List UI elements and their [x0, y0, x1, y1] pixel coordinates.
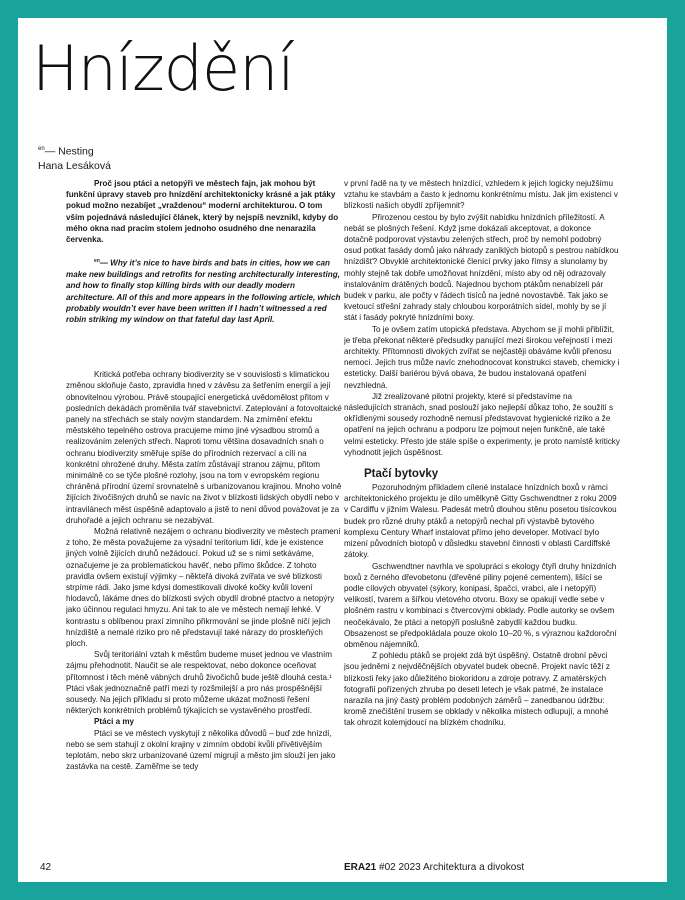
en-language-mark: en [94, 258, 100, 265]
author-name: Hana Lesáková [38, 159, 111, 172]
body-paragraph: Ptáci se ve městech vyskytují z několika důvodů – buď zde hnízdí, nebo se sem stahují z okolní krajiny v zimním období kvůli přívětivějším teplotám, nebo skrz urbanizované území migrují a město jim slouží jen jako zastávka na cestě. Zaměřme se tedy [66, 728, 336, 772]
body-paragraph: Svůj teritoriální vztah k městům budeme muset jednou ve vlastním zájmu přehodnotit. Naučit se ale respektovat, nebo dokonce oceňovat přítomnost i těch méně vábných druhů živočichů bude ještě dlouhá cesta.¹ Ptáci však jednoznačně patří mezi ty rozšmilejší a pro nás prospěšnější sousedy. Na jejich příkladu si proto můžeme ukázat možnosti řešení některých konkrétních problémů týkajících se vystavěného prostředí. [66, 650, 332, 716]
spacer [66, 325, 342, 369]
en-language-mark: en [38, 146, 45, 152]
english-lead-text: — Why it’s nice to have birds and bats in cities, how we can make new buildings and retrofits for nesting architecturally interesting, and how to finally stop killing birds with our deadly modern architecture. All of this and more appears in the following article, which probably wouldn’t ever have been written if I hadn’t witnessed a red robin striking my window on that fateful day last April. [66, 258, 341, 324]
left-column [66, 178, 342, 772]
magazine-brand: ERA21 [344, 862, 377, 873]
page-number: 42 [40, 862, 52, 873]
byline [38, 142, 111, 173]
section-heading: Ptačí bytovky [364, 468, 439, 481]
lead-paragraph: Proč jsou ptáci a netopýři ve městech fajn, jak mohou být funkční úpravy staveb pro hnízdění architektonicky krásné a jak ptáky pokud možno nezabíjet „vraždenou“ moderní architekturou. O tom vším pojednává následující článek, který by nejspíš nevznikl, kdyby do mého okna nad pracím stolem jednoho osudného dne nenarazila červenka. [66, 179, 339, 245]
article-title: Hnízdění [32, 32, 294, 105]
english-lead-paragraph [66, 256, 342, 325]
body-paragraph: Přirozenou cestou by bylo zvýšit nabídku hnízdních příležitostí. A nebát se plošných řešení. Když jsme dokázali akceptovat, a dokonce dotačně podporovat výstavbu zelených střech, proč by nemohl podobný osud potkat fasády domů jako náhrady zaniklých biotopů s pestrou nabídkou hnízdišť? Obvyklé architektonické členící prvky jako římsy a slunolamy by mohly stejně tak dobře umožňovat hnízdění, místo aby od něj odrazovaly instalováním drátěných bodců. Najednou bychom ptákům nenabízeli pár budek v parku, ale počty v řádech tisíců na jedné novostavbě. Tak jako se kvetoucí střešní zahrady staly chloubou korporátních sídel, mohly by se jí stát i fasády pokryté hnízdními boxy. [344, 212, 619, 323]
body-paragraph: Kritická potřeba ochrany biodiverzity se v souvislosti s klimatickou změnou skloňuje často, zpravidla hned v závěsu za šetřením energií a její obnovitelnou výrobou. Právě stoupající energetická uvědomělost přitom v posledních dekádách proměnila tvář stavebnictví. Zateplování a fotovoltaické panely na střechách se staly novým standardem. Na zmírnění efektu městského tepelného ostrova pracujeme mimo jiné výsadbou stromů a realizováním zelených střech. Naproti tomu většina dosavadních snah o ochranu biodiverzity směřuje spíše do přírodních rezervací a cílí na konkrétní ohrožené druhy. Města zatím zůstávají stranou zájmu, přitom minimálně co se týče plošné rozlohy, jsou na tom v evropském regionu chráněná přírodní území srovnatelně s urbanizovanou krajinou. Mnoho volně žijících živočišných druhů se navíc na život v blízkosti lidských obydlí nebo v intravilánech měst úspěšně adaptovalo a jistě to není důvod považovat je za druhořadé a jejich ochranu se nezabývat. [66, 370, 342, 525]
body-paragraph: To je ovšem zatím utopická představa. Abychom se jí mohli přiblížit, je třeba překonat některé předsudky panující mezi širokou veřejností i mezi architekty. Přítomnosti divokých zvířat se nejčastěji obáváme kvůli přenosu nemocí. Jejich trus může navíc znehodnocovat konstrukci staveb, chemicky i esteticky. Další bariérou bývá obava, že budou instalovaná opatření nevzhledná. [344, 324, 620, 390]
english-title-text: — Nesting [44, 145, 94, 158]
running-footer [344, 862, 524, 873]
body-paragraph: v první řadě na ty ve městech hnízdící, vzhledem k jejich logicky nejužšímu vztahu ke stavbám a často k jednomu konkrétnímu místu. Jak jim existenci v blízkosti našich obydlí zpříjemnit? [344, 179, 618, 211]
body-paragraph: Pozoruhodným příkladem cílené instalace hnízdních boxů v rámci architektonického projektu je dílo umělkyně Gitty Gschwendtner z roku 2009 v Cardiffu v jižním Walesu. Padesát metrů dlouhou stěnu posetou tisícovkou budek pro různé druhy ptáků a netopýrů nechal při výstavbě bytového komplexu Century Wharf instalovat přímo jeho developer. Motivací bylo mizení původních biotopů v důsledku stavební činnosti v oblasti Cardiffské zátoky. [344, 483, 617, 560]
issue-info: #02 2023 Architektura a divokost [376, 862, 525, 873]
section-subheading: Ptáci a my [94, 717, 135, 727]
body-paragraph: Z pohledu ptáků se projekt zdá být úspěšný. Ostatně drobní pěvci jsou jedněmi z nejvděčnějších obyvatel budek obecně. Projekt navíc těží z blízkosti řeky jako důležitého biokoridoru a zdroje potravy. Z amatérských fotografií pořízených zhruba po deseti letech je však patrné, že instalace narazila na jiný častý problém podobných záměrů – zanedbanou údržbu: kromě znečištění trusem se obklady v několika místech odlupují, a mnohé tak ohrozit kolemjdoucí na blízkém chodníku. [344, 651, 610, 728]
right-column [344, 178, 620, 729]
body-paragraph: Možná relativně nezájem o ochranu biodiverzity ve městech pramení z toho, že města považujeme za výsadní teritorium lidí, kde je existence jiných volně žijících druhů nežádoucí. Pokud už se s nimi setkáváme, označujeme je za problematickou havěť, nebo přímo škůdce. Z tohoto pravidla ovšem existují výjimky – někteřá divoká zvířata ve své blízkosti strpíme rádi. Jako jsme kdysi domestikovali divoké kočky kvůli lovení hlodavců, lákáme dnes do blízkosti svých obydlí drobné ptactvo a netopýry jako účinnou regulaci hmyzu. Ani tak to ale ve městech nemají lehké. V kontrastu s oblíbenou praxí zimního přikrmování se jinde plošně ničí jejich hnízdiště a nemalé riziko pro ně představují také nárazy do proskleňých ploch. [66, 526, 341, 648]
english-title [38, 142, 111, 159]
body-paragraph: Již zrealizované pilotní projekty, které si představíme na následujících stranách, snad poslouží jako nejlepší důkaz toho, že soužití s okřídlenými sousedy rozhodně nemusí představovat hygienické riziko a že opatření na jejich ochranu a podporu lze pojmout nejen funkčně, ale také velmi esteticky. Přesto jde stále spíše o experimenty, je proto namístě kriticky vyhodnotit jejich úspěšnost. [344, 391, 620, 457]
page [18, 18, 667, 882]
body-paragraph: Gschwendtner navrhla ve spolupráci s ekology čtyři druhy hnízdních boxů z černého dřevobetonu (dřevěné piliny pojené cementem), lišící se podle cílových obyvatel (sýkory, konipasi, špačci, vrabci, ale i netopýři) velikostí, tvarem a šířkou vletového otvoru. Boxy se opakují vedle sebe v plošném rastru v kombinaci s čtvercovými obklady. Podle autorky se ovšem neočekávalo, že ptáci a netopýři poslušně zabydlí každou budku. Obsazenost se předpokládala pouze okolo 10–20 %, s výraznou každoroční obměnou nájemníků. [344, 561, 617, 649]
